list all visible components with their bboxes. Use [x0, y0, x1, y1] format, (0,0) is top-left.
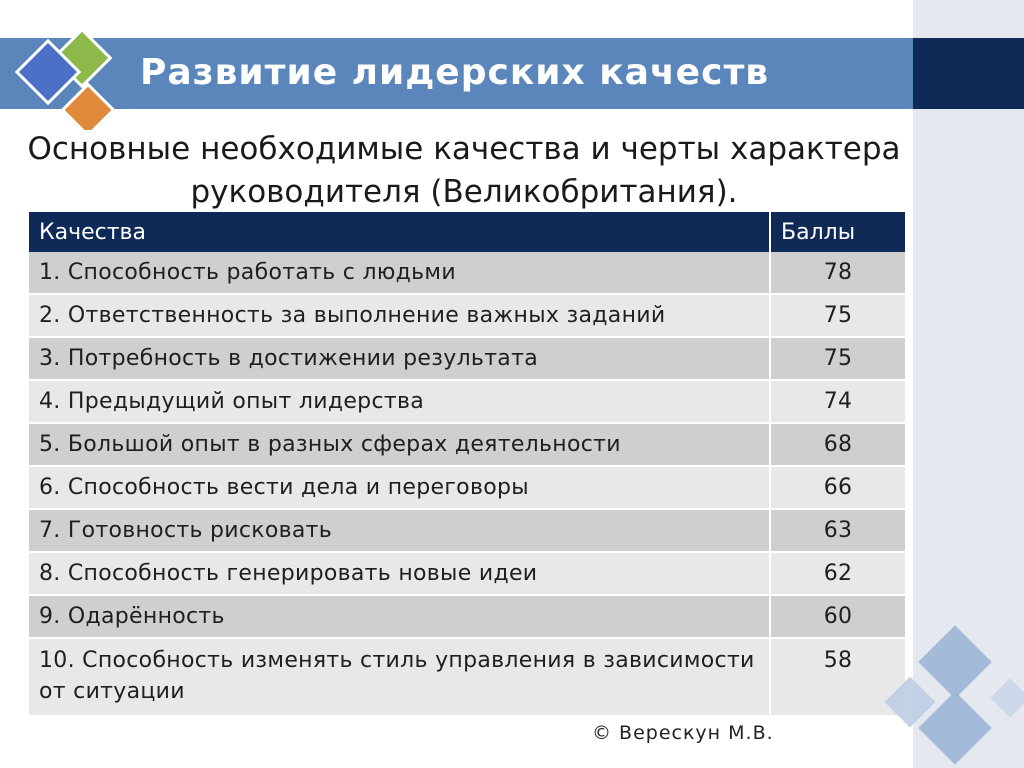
- table-header-row: [29, 212, 905, 252]
- score-cell: 63: [770, 509, 905, 552]
- score-cell: 74: [770, 380, 905, 423]
- column-header-scores: Баллы: [770, 212, 905, 252]
- title-bar-accent: [913, 38, 1024, 109]
- slide-title: Развитие лидерских качеств: [140, 52, 770, 93]
- score-cell: 62: [770, 552, 905, 595]
- table-row: [29, 466, 905, 509]
- score-cell: 60: [770, 595, 905, 638]
- quality-cell: 7. Готовность рисковать: [29, 509, 770, 552]
- diamond-cluster-logo-icon: [0, 20, 130, 130]
- quality-cell: 6. Способность вести дела и переговоры: [29, 466, 770, 509]
- table-row: [29, 595, 905, 638]
- qualities-table: [29, 212, 905, 717]
- quality-cell: 10. Способность изменять стиль управления в зависимости от ситуации: [29, 638, 770, 716]
- score-cell: 75: [770, 337, 905, 380]
- author-credit: © Верескун М.В.: [592, 722, 774, 744]
- score-cell: 66: [770, 466, 905, 509]
- quality-cell: 8. Способность генерировать новые идеи: [29, 552, 770, 595]
- table-row: [29, 294, 905, 337]
- table-row: [29, 638, 905, 716]
- table-row: [29, 380, 905, 423]
- quality-cell: 2. Ответственность за выполнение важных заданий: [29, 294, 770, 337]
- table-row: [29, 552, 905, 595]
- quality-cell: 1. Способность работать с людьми: [29, 252, 770, 294]
- quality-cell: 4. Предыдущий опыт лидерства: [29, 380, 770, 423]
- diamond-pattern-decoration-icon: [870, 620, 1024, 768]
- quality-cell: 9. Одарённость: [29, 595, 770, 638]
- slide-subtitle: Основные необходимые качества и черты характера руководителя (Великобритания).: [27, 131, 901, 210]
- score-cell: 78: [770, 252, 905, 294]
- table-row: [29, 337, 905, 380]
- table-row: [29, 509, 905, 552]
- column-header-qualities: Качества: [29, 212, 770, 252]
- table-row: [29, 423, 905, 466]
- score-cell: 68: [770, 423, 905, 466]
- table-row: [29, 252, 905, 294]
- score-cell: 75: [770, 294, 905, 337]
- score-cell: 58: [770, 638, 905, 716]
- quality-cell: 5. Большой опыт в разных сферах деятельности: [29, 423, 770, 466]
- quality-cell: 3. Потребность в достижении результата: [29, 337, 770, 380]
